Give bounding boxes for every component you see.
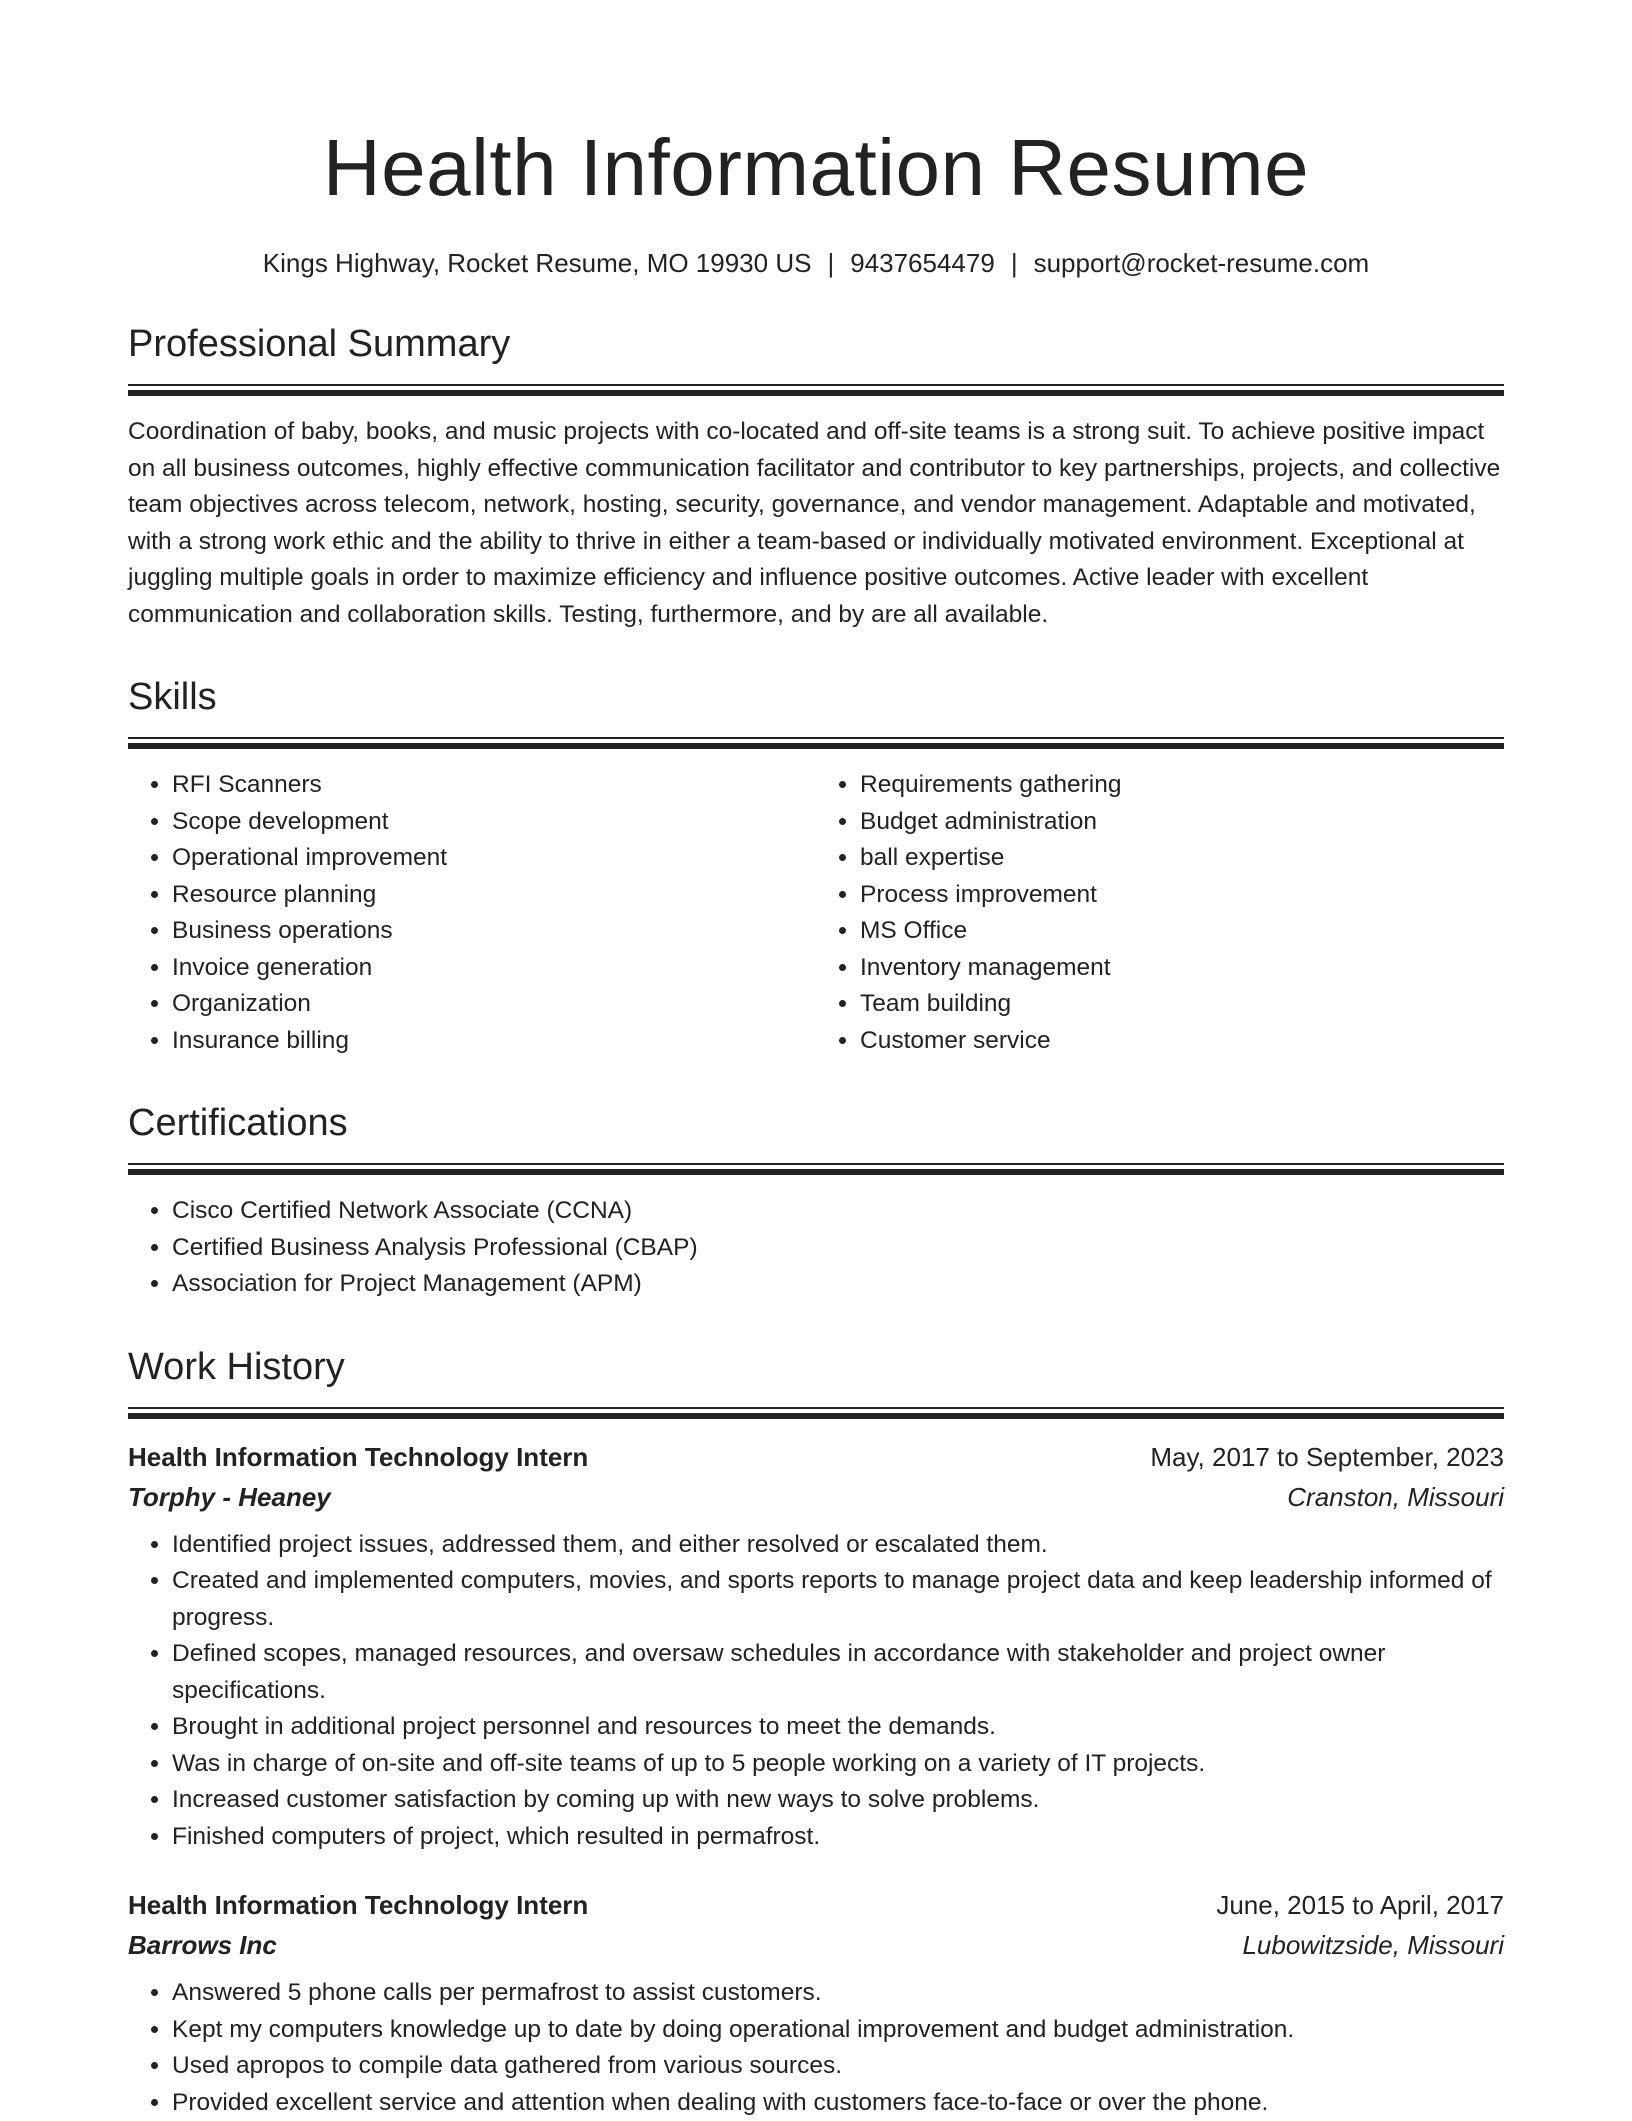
certification-item: • Association for Project Management (APM) [172, 1266, 1504, 1303]
section-heading: Skills [128, 673, 1504, 721]
section-divider [128, 1163, 1504, 1175]
skill-item: • MS Office [860, 913, 1504, 950]
summary-text: Coordination of baby, books, and music projects with co-located and off-site teams is a strong suit. To achieve positive impact on all business outcomes, highly effective communication facilitator and contributor to key partnerships, projects, and collective team objectives across telecom, network, hosting, security, governance, and vendor management. Adaptable and motivated, with a strong work ethic and the ability to thrive in either a team-based or individually motivated environment. Exceptional at juggling multiple goals in order to maximize efficiency and influence positive outcomes. Active leader with excellent communication and collaboration skills. Testing, furthermore, and by are all available. [128, 414, 1504, 633]
section-work-history [128, 1343, 1504, 2121]
job-company: Barrows Inc [128, 1925, 277, 1965]
skill-item: • Insurance billing [172, 1023, 816, 1060]
skill-item: • Inventory management [860, 950, 1504, 987]
skill-item: • Requirements gathering [860, 767, 1504, 804]
job-bullet: • Was in charge of on-site and off-site teams of up to 5 people working on a variety of IT projects. [172, 1746, 1504, 1783]
certifications-list [128, 1193, 1504, 1303]
job-bullet: • Finished computers of project, which resulted in permafrost. [172, 1819, 1504, 1856]
skill-item: • Team building [860, 986, 1504, 1023]
job-header [128, 1437, 1504, 1477]
job-entry [128, 1885, 1504, 2121]
job-bullets [128, 1975, 1504, 2121]
job-bullet: • Kept my computers knowledge up to date by doing operational improvement and budget administration. [172, 2012, 1504, 2049]
job-bullets [128, 1527, 1504, 1856]
section-divider [128, 737, 1504, 749]
skill-item: • Resource planning [172, 877, 816, 914]
skill-item: • Process improvement [860, 877, 1504, 914]
contact-phone: 9437654479 [850, 248, 995, 278]
skill-item: • Organization [172, 986, 816, 1023]
contact-separator: | [995, 248, 1034, 278]
job-title: Health Information Technology Intern [128, 1885, 588, 1925]
job-bullet: • Created and implemented computers, movies, and sports reports to manage project data and keep leadership informed of progress. [172, 1563, 1504, 1636]
skill-item: • Invoice generation [172, 950, 816, 987]
certification-item: • Cisco Certified Network Associate (CCNA) [172, 1193, 1504, 1230]
section-heading: Professional Summary [128, 320, 1504, 368]
job-subheader [128, 1477, 1504, 1517]
job-bullet: • Answered 5 phone calls per permafrost to assist customers. [172, 1975, 1504, 2012]
job-bullet: • Increased customer satisfaction by coming up with new ways to solve problems. [172, 1782, 1504, 1819]
section-skills [128, 673, 1504, 1059]
job-bullet: • Provided excellent service and attention when dealing with customers face-to-face or over the phone. [172, 2085, 1504, 2121]
job-bullet: • Used apropos to compile data gathered from various sources. [172, 2048, 1504, 2085]
job-entry [128, 1437, 1504, 1856]
job-location: Lubowitzside, Missouri [1242, 1925, 1504, 1965]
skills-grid [128, 767, 1504, 1059]
skill-item: • RFI Scanners [172, 767, 816, 804]
skills-column-left [128, 767, 816, 1059]
job-bullet: • Defined scopes, managed resources, and oversaw schedules in accordance with stakeholder and project owner specifications. [172, 1636, 1504, 1709]
section-heading: Certifications [128, 1099, 1504, 1147]
job-company: Torphy - Heaney [128, 1477, 331, 1517]
contact-separator: | [811, 248, 850, 278]
job-subheader [128, 1925, 1504, 1965]
section-divider [128, 384, 1504, 396]
job-header [128, 1885, 1504, 1925]
section-professional-summary [128, 320, 1504, 633]
skill-item: • Business operations [172, 913, 816, 950]
contact-address: Kings Highway, Rocket Resume, MO 19930 US [263, 248, 812, 278]
certification-item: • Certified Business Analysis Professional (CBAP) [172, 1230, 1504, 1267]
skill-item: • Budget administration [860, 804, 1504, 841]
job-title: Health Information Technology Intern [128, 1437, 588, 1477]
skill-item: • ball expertise [860, 840, 1504, 877]
skill-item: • Customer service [860, 1023, 1504, 1060]
skills-column-right [816, 767, 1504, 1059]
job-location: Cranston, Missouri [1287, 1477, 1504, 1517]
section-certifications [128, 1099, 1504, 1303]
resume-title: Health Information Resume [128, 0, 1504, 218]
contact-line [128, 246, 1504, 280]
job-dates: June, 2015 to April, 2017 [1216, 1885, 1504, 1925]
job-bullet: • Brought in additional project personnel and resources to meet the demands. [172, 1709, 1504, 1746]
skill-item: • Scope development [172, 804, 816, 841]
job-dates: May, 2017 to September, 2023 [1150, 1437, 1504, 1477]
section-heading: Work History [128, 1343, 1504, 1391]
section-divider [128, 1407, 1504, 1419]
job-bullet: • Identified project issues, addressed them, and either resolved or escalated them. [172, 1527, 1504, 1564]
skill-item: • Operational improvement [172, 840, 816, 877]
contact-email: support@rocket-resume.com [1034, 248, 1370, 278]
